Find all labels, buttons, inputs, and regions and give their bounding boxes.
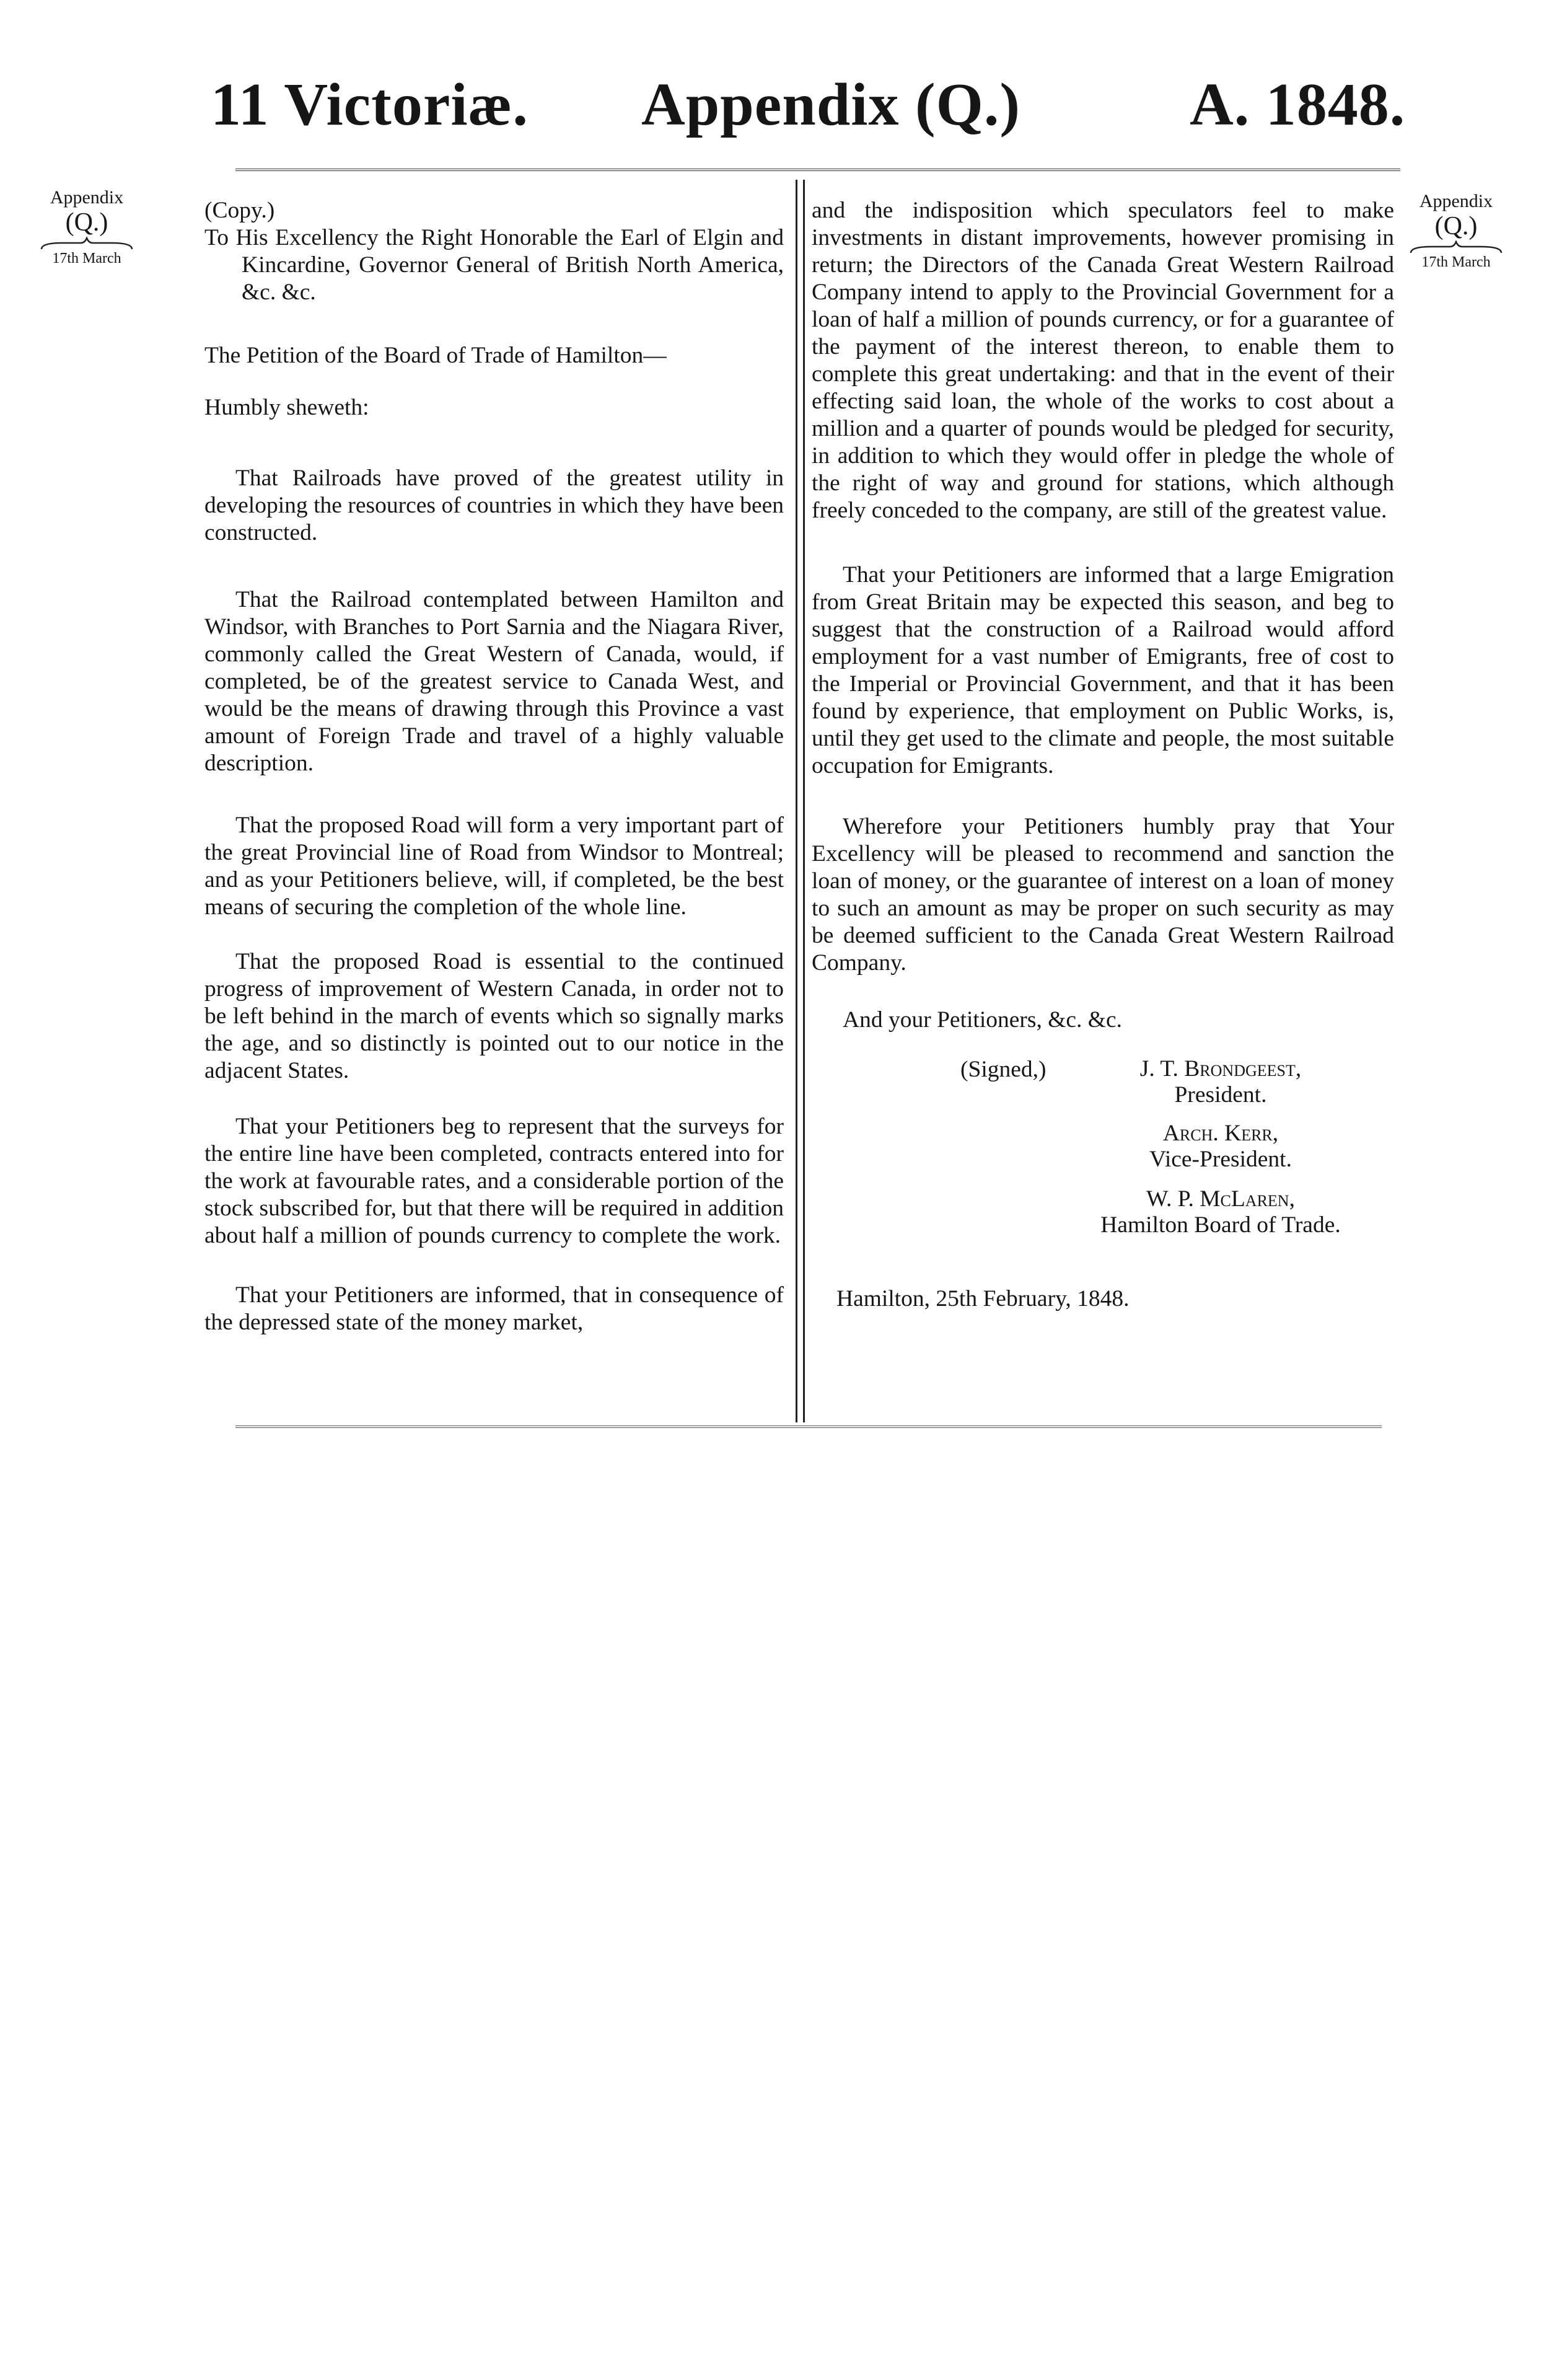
paragraph: That the Railroad contemplated between Hamilton and Windsor, with Branches to Port Sarnia and the Niagara River, commonly called the Great Western of Canada, would, if completed, be of the greatest service to Canada West, and would be the means of drawing through this Province a vast amount of Foreign Trade and travel of a highly valuable description. [204,587,784,776]
address-line: To His Excellency the Right Honorable the Earl of Elgin and Kincardine, Governor General of British North America, &c. &c. [204,225,784,305]
margin-note-letter: (Q.) [1434,212,1478,240]
signatory-name: Arch. Kerr, [1162,1121,1279,1146]
margin-note-left [37,187,136,267]
margin-note-date: 17th March [1421,254,1491,271]
copy-label: (Copy.) [204,198,275,223]
paragraph: That the proposed Road will form a very important part of the great Provincial line of Road from Windsor to Montreal; and as your Petitioners believe, will, if completed, be the best means of securing the completion of the whole line. [204,813,784,920]
signatory-title: Vice-President. [1149,1147,1292,1172]
date-line: Hamilton, 25th February, 1848. [836,1286,1130,1311]
paragraph: and the indisposition which speculators feel to make investments in distant improvements, however promising in return; the Directors of the Canada Great Western Railroad Company intend to apply to the Provincial Government for a loan of half a million of pounds currency, or for a guarantee of the payment of the interest thereon, to enable them to complete this great undertaking: and that in the event of their effecting said loan, the whole of the works to cost about a million and a quarter of pounds would be pledged for security, in addition to which they would offer in pledge the whole of the right of way and ground for stations, which although freely conceded to the company, are still of the greatest value. [812,198,1394,523]
header-regnal-year: 11 Victoriæ. [211,71,529,138]
paragraph: And your Petitioners, &c. &c. [843,1007,1122,1033]
signature-block [812,1056,1394,1261]
signatory-board [1072,1186,1369,1238]
signatory-name: W. P. McLaren, [1146,1186,1295,1212]
humbly-sheweth: Humbly sheweth: [204,395,369,420]
paragraph: That your Petitioners are informed, that in consequence of the depressed state of the money market, [204,1282,784,1335]
brace-ornament [1410,240,1503,254]
margin-note-appendix: Appendix [50,187,124,208]
paragraph: That Railroads have proved of the greatest utility in developing the resources of countries in which they have been constructed. [204,465,784,545]
right-column [812,197,1394,1313]
signatory-president [1072,1056,1369,1108]
footer-rule [235,1426,1382,1428]
left-column [204,197,784,1336]
signatory-vice-president [1072,1121,1369,1173]
margin-note-date: 17th March [52,250,121,267]
paragraph: That the proposed Road is essential to the continued progress of improvement of Western Canada, in order not to be left behind in the march of events which so signally marks the age, and so distinctly is pointed out to our notice in the adjacent States. [204,949,784,1083]
header-year: A. 1848. [1190,71,1406,138]
header-rule [235,169,1400,171]
signed-label: (Signed,) [960,1057,1047,1082]
brace-ornament [40,237,133,250]
signatory-name: J. T. Brondgeest, [1139,1056,1302,1082]
margin-note-letter: (Q.) [65,208,108,237]
column-divider [796,180,805,1422]
signatory-title: President. [1174,1082,1267,1108]
signatory-title: Hamilton Board of Trade. [1100,1212,1341,1238]
margin-note-right [1406,191,1506,271]
header-appendix-title: Appendix (Q.) [641,71,1021,138]
petition-heading: The Petition of the Board of Trade of Hamilton— [204,343,667,368]
paragraph: That your Petitioners beg to represent that the surveys for the entire line have been completed, contracts entered into for the work at favourable rates, and a considerable portion of the stock subscribed for, but that there will be required in addition about half a million of pounds currency to complete the work. [204,1114,784,1248]
paragraph: Wherefore your Petitioners humbly pray that Your Excellency will be pleased to recommend and sanction the loan of money, or the guarantee of interest on a loan of money to such an amount as may be proper on such security as may be deemed sufficient to the Canada Great Western Railroad Company. [812,814,1394,976]
paragraph: That your Petitioners are informed that a large Emigration from Great Britain may be expected this season, and beg to suggest that the construction of a Railroad would afford employment for a vast number of Emigrants, free of cost to the Imperial or Provincial Government, and that it has been found by experience, that employment on Public Works, is, until they get used to the climate and people, the most suitable occupation for Emigrants. [812,562,1394,778]
margin-note-appendix: Appendix [1419,191,1493,211]
